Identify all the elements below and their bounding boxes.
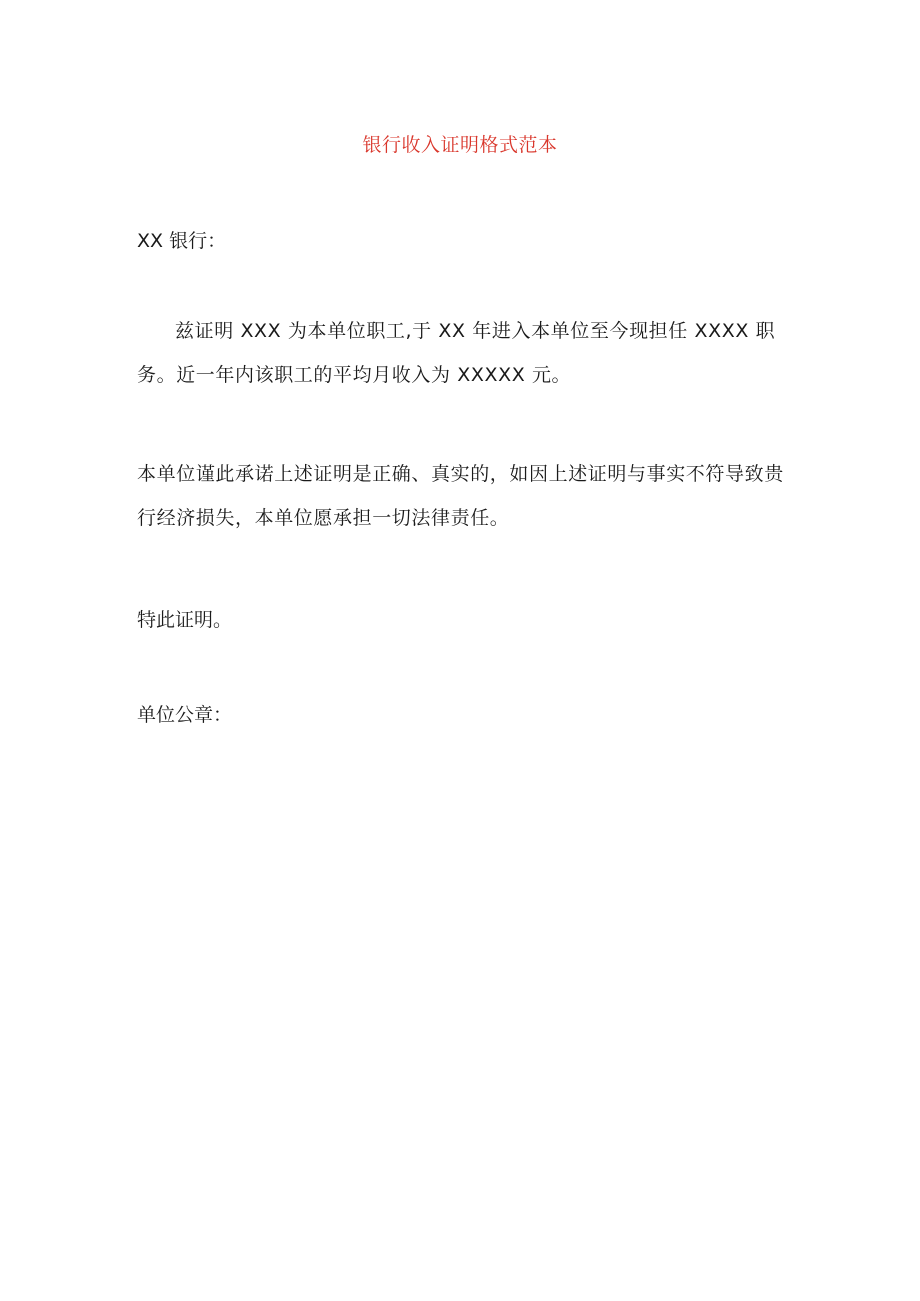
closing-statement: 特此证明。 <box>137 609 233 631</box>
body-paragraph-commitment: 本单位谨此承诺上述证明是正确、真实的，如因上述证明与事实不符导致贵行经济损失，本单位愿承担一切法律责任。 <box>137 463 784 529</box>
document-title: 银行收入证明格式范本 <box>362 134 558 156</box>
company-seal-label: 单位公章： <box>137 704 233 726</box>
body-paragraph-certification: 兹证明 XXX 为本单位职工,于 XX 年进入本单位至今现担任 XXXX 职务。近一年内该职工的平均月收入为 XXXXX 元。 <box>137 320 776 386</box>
salutation: XX 银行： <box>137 230 227 252</box>
